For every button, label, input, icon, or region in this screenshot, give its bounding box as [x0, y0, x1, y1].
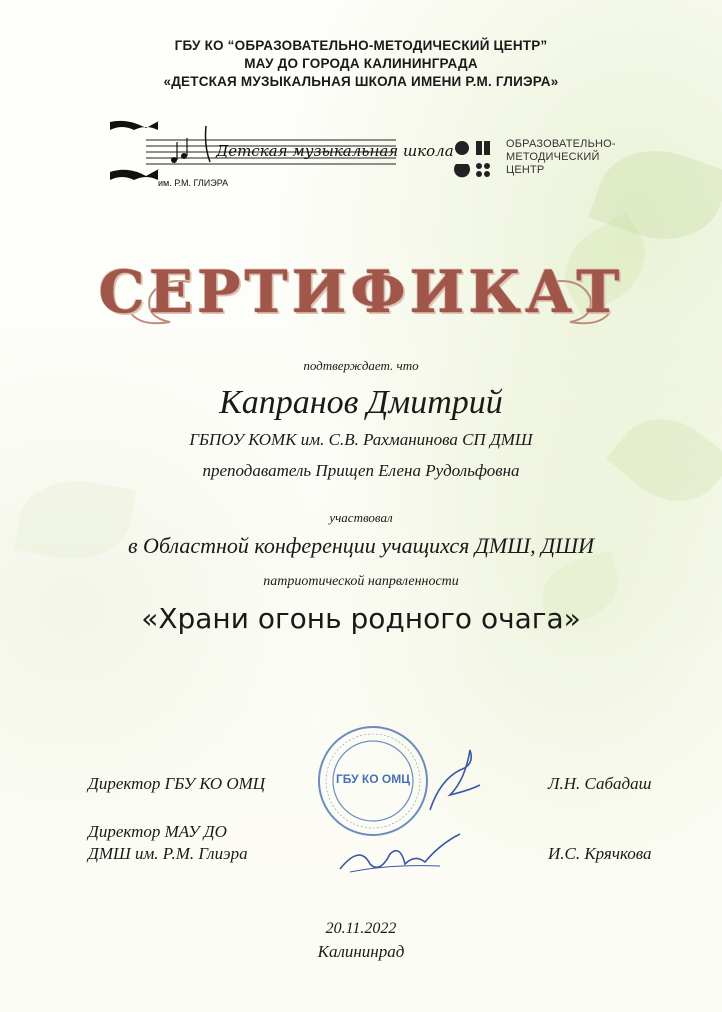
- director1-title: Директор ГБУ КО ОМЦ: [88, 774, 266, 793]
- official-stamp: [316, 724, 430, 838]
- omc-logo-text: [506, 138, 616, 177]
- header-line-1: ГБУ КО “ОБРАЗОВАТЕЛЬНО-МЕТОДИЧЕСКИЙ ЦЕНТР”: [174, 38, 548, 53]
- logo-sub-text: им. Р.М. ГЛИЭРА: [158, 178, 229, 188]
- focus-text: патриотической напрвленности: [263, 574, 459, 589]
- issue-date: 20.11.2022: [325, 920, 397, 937]
- omc-logo-line: ЦЕНТР: [506, 164, 545, 176]
- omc-logo-line: ОБРАЗОВАТЕЛЬНО-: [506, 138, 616, 150]
- institution-text: ГБПОУ КОМК им. С.В. Рахманинова СП ДМШ: [189, 430, 533, 449]
- music-school-logo: [106, 116, 454, 196]
- theme-text: «Храни огонь родного очага»: [141, 602, 581, 635]
- certificate-title: СЕРТИФИКАТ: [98, 258, 624, 326]
- participated-text: участвовал: [329, 510, 393, 525]
- issue-city: Калининрад: [317, 942, 405, 961]
- event-text: в Областной конференции учащихся ДМШ, ДШИ: [128, 533, 594, 558]
- recipient-name: Капранов Дмитрий: [219, 384, 503, 421]
- omc-emblem-icon: [452, 138, 496, 182]
- omc-logo-line: МЕТОДИЧЕСКИЙ: [506, 151, 600, 163]
- stamp-center-text: ГБУ КО ОМЦ: [335, 772, 410, 786]
- header-line-3: «ДЕТСКАЯ МУЗЫКАЛЬНАЯ ШКОЛА ИМЕНИ Р.М. ГЛИЭРА»: [163, 74, 559, 89]
- director2-title-line1: Директор МАУ ДО: [88, 822, 227, 841]
- confirms-text: подтверждает. что: [303, 358, 419, 373]
- signature-scribble: [420, 740, 490, 820]
- signature-scribble: [330, 824, 480, 884]
- teacher-text: преподаватель Прищеп Елена Рудольфовна: [202, 461, 520, 480]
- logo-script-text: Детская музыкальная школа: [216, 142, 454, 160]
- header-line-2: МАУ ДО ГОРОДА КАЛИНИНГРАДА: [244, 56, 478, 71]
- director2-title-line2: ДМШ им. Р.М. Глиэра: [88, 844, 248, 863]
- director1-name: Л.Н. Сабадаш: [548, 774, 652, 793]
- director2-name: И.С. Крячкова: [548, 844, 652, 863]
- omc-logo: [452, 138, 652, 188]
